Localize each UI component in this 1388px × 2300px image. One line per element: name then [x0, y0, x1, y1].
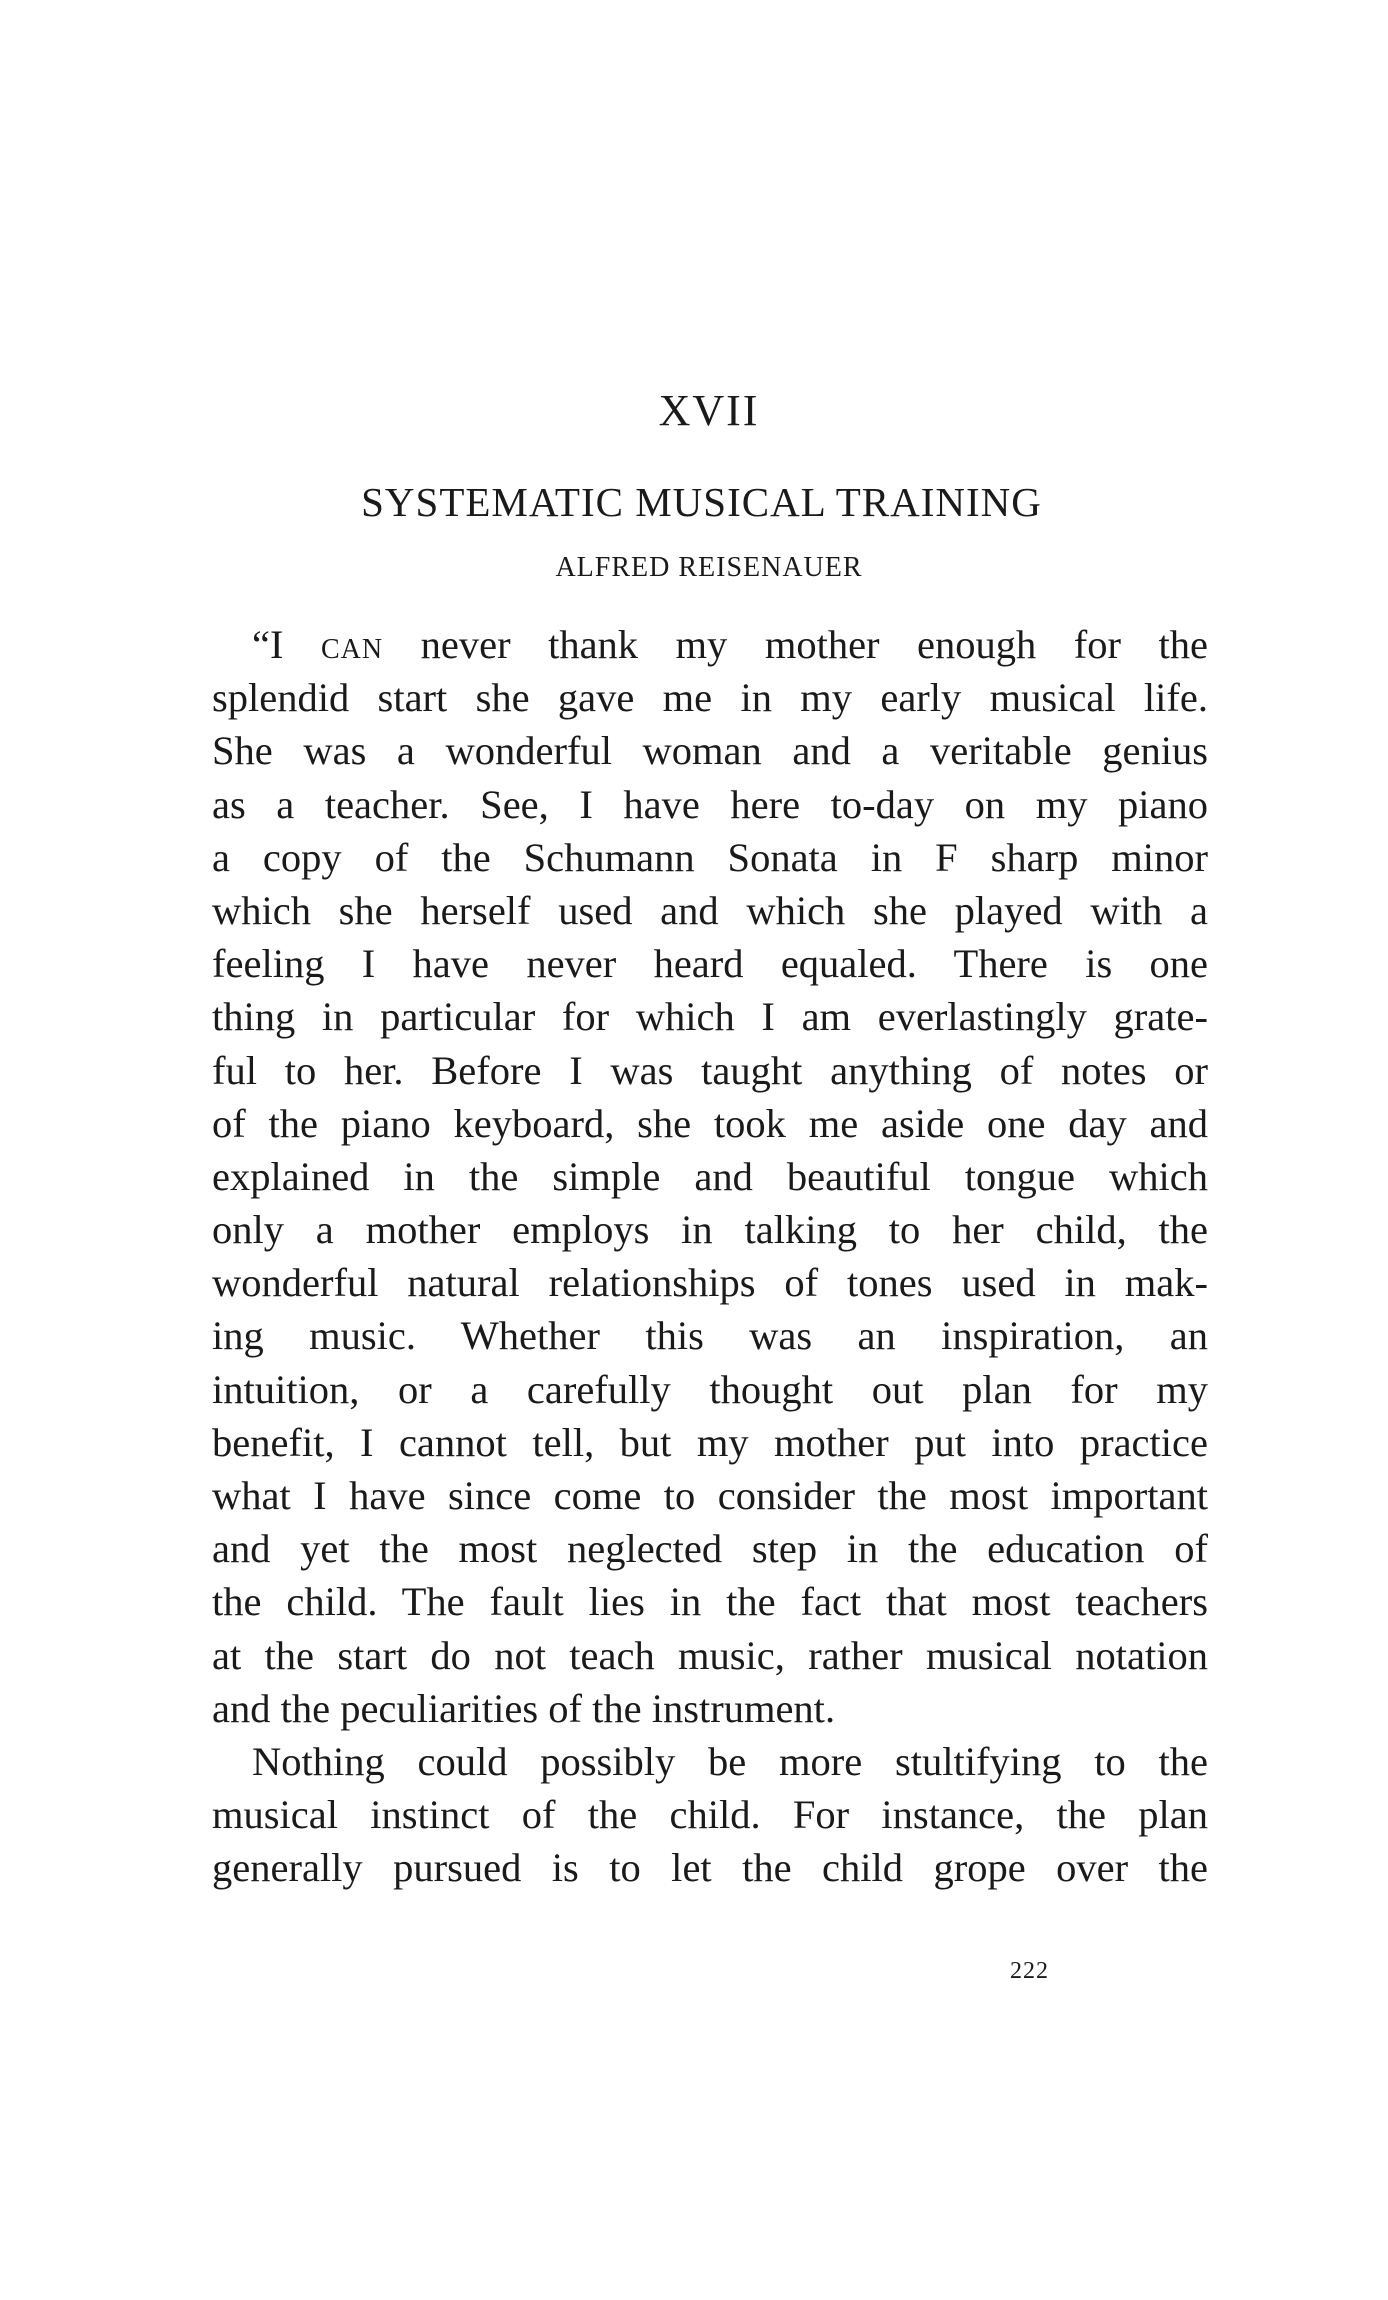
text-line: at the start do not teach music, rather musical notation	[212, 1632, 1208, 1678]
line-text: never thank my mother enough for the	[383, 622, 1208, 667]
page-number: 222	[1010, 1958, 1049, 1984]
body-text	[212, 618, 1208, 1895]
text-line: Nothing could possibly be more stultifying to the	[252, 1738, 1208, 1784]
text-line: explained in the simple and beautiful tongue which	[212, 1153, 1208, 1199]
text-line: intuition, or a carefully thought out plan for my	[212, 1366, 1208, 1412]
text-line: a copy of the Schumann Sonata in F sharp minor	[212, 834, 1208, 880]
chapter-number: XVII	[658, 386, 760, 435]
text-line: splendid start she gave me in my early musical life.	[212, 675, 1208, 721]
text-line: and the peculiarities of the instrument.	[212, 1685, 836, 1731]
text-line: thing in particular for which I am everlastingly grate-	[212, 994, 1208, 1040]
text-line: only a mother employs in talking to her child, the	[212, 1207, 1208, 1253]
opening-word: can	[320, 622, 384, 667]
text-line: what I have since come to consider the most important	[212, 1473, 1208, 1518]
text-line: as a teacher. See, I have here to-day on my piano	[212, 781, 1208, 827]
text-line: musical instinct of the child. For instance, the plan	[212, 1792, 1208, 1838]
text-line: She was a wonderful woman and a veritable genius	[212, 728, 1208, 774]
text-line: of the piano keyboard, she took me aside one day and	[212, 1100, 1208, 1146]
text-line: the child. The fault lies in the fact that most teachers	[212, 1579, 1208, 1625]
chapter-title: SYSTEMATIC MUSICAL TRAINING	[361, 479, 1042, 525]
text-line: and yet the most neglected step in the education of	[212, 1526, 1208, 1572]
text-line: wonderful natural relationships of tones used in mak-	[212, 1260, 1208, 1306]
text-line: which she herself used and which she played with a	[212, 887, 1208, 933]
opening-quote: “I	[252, 622, 321, 667]
text-line: feeling I have never heard equaled. There is one	[212, 941, 1208, 987]
text-line: benefit, I cannot tell, but my mother put into practice	[212, 1419, 1208, 1465]
text-line	[212, 618, 1208, 671]
chapter-author: ALFRED REISENAUER	[555, 552, 863, 583]
text-line: ing music. Whether this was an inspiration, an	[212, 1313, 1208, 1359]
text-line: generally pursued is to let the child grope over the	[212, 1845, 1208, 1891]
text-line: ful to her. Before I was taught anything of notes or	[212, 1047, 1208, 1093]
